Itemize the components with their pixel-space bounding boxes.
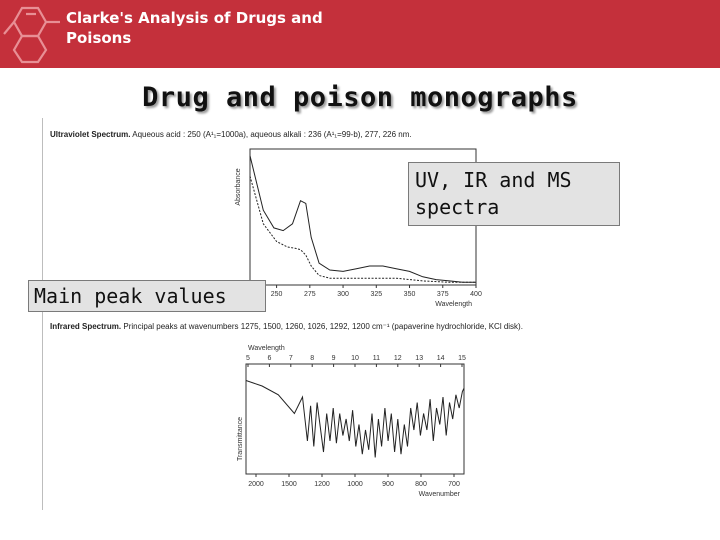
ir-top-tick-label: 9 xyxy=(331,355,336,362)
ir-x-tick-label: 1200 xyxy=(314,481,330,488)
peak-values-callout: Main peak values xyxy=(28,280,266,312)
uv-spectrum-label: Ultraviolet Spectrum. xyxy=(50,130,131,139)
uv-x-tick-label: 350 xyxy=(403,291,416,298)
ir-x-tick-label: 700 xyxy=(448,481,460,488)
ir-top-tick-label: 14 xyxy=(436,355,445,362)
ir-x-tick-label: 1500 xyxy=(281,481,297,488)
uv-spectrum-text xyxy=(50,130,412,139)
ir-top-tick-label: 7 xyxy=(288,355,293,362)
ir-x-tick-label: 1000 xyxy=(347,481,363,488)
uv-x-tick-label: 275 xyxy=(303,291,316,298)
ir-spectrum-label: Infrared Spectrum. xyxy=(50,322,122,331)
spectra-callout: UV, IR and MS spectra xyxy=(408,162,620,226)
uv-x-tick-label: 400 xyxy=(470,291,482,298)
ir-top-tick-label: 8 xyxy=(310,355,315,362)
ir-top-tick-label: 6 xyxy=(267,355,272,362)
uv-x-tick-label: 325 xyxy=(370,291,383,298)
ir-top-tick-label: 15 xyxy=(458,355,466,362)
uv-x-tick-label: 300 xyxy=(337,291,349,298)
ir-top-tick-label: 10 xyxy=(351,355,359,362)
banner-title-line2: Poisons xyxy=(66,29,132,47)
uv-x-tick-label: 375 xyxy=(436,291,449,298)
ir-x-tick-label: 800 xyxy=(415,481,427,488)
ir-series-line xyxy=(246,381,464,458)
banner-title xyxy=(66,8,326,48)
ir-spectrum-values: Principal peaks at wavenumbers 1275, 1500, 1260, 1026, 1292, 1200 cm⁻¹ (papaverine hydrochloride, KCl disk). xyxy=(123,322,523,331)
benzene-molecule-icon xyxy=(2,2,62,64)
page-left-border xyxy=(42,118,43,510)
ir-x-tick-label: 900 xyxy=(382,481,394,488)
banner-title-line1: Clarke's Analysis of Drugs and xyxy=(66,9,323,27)
ir-x-axis-label: Wavenumber xyxy=(418,491,460,498)
ir-x-tick-label: 2000 xyxy=(248,481,264,488)
uv-x-axis-label: Wavelength xyxy=(435,301,472,308)
ir-top-tick-label: 5 xyxy=(246,355,250,362)
ir-spectrum-text xyxy=(50,322,523,331)
ir-top-tick-label: 12 xyxy=(393,355,402,362)
ir-top-tick-label: 11 xyxy=(372,355,381,362)
slide-title: Drug and poison monographs xyxy=(142,82,578,113)
header-banner xyxy=(0,0,720,68)
uv-spectrum-values: Aqueous acid : 250 (A¹₁=1000a), aqueous alkali : 236 (A¹₁=99-b), 277, 226 nm. xyxy=(132,130,412,139)
ir-spectrum-chart xyxy=(232,340,472,525)
uv-x-tick-label: 250 xyxy=(270,291,283,298)
uv-y-axis-label: Absorbance xyxy=(235,168,242,206)
ir-y-axis-label: Transmittance xyxy=(237,416,244,462)
ir-top-axis-label: Wavelength xyxy=(248,345,285,352)
ir-top-tick-label: 13 xyxy=(415,355,424,362)
